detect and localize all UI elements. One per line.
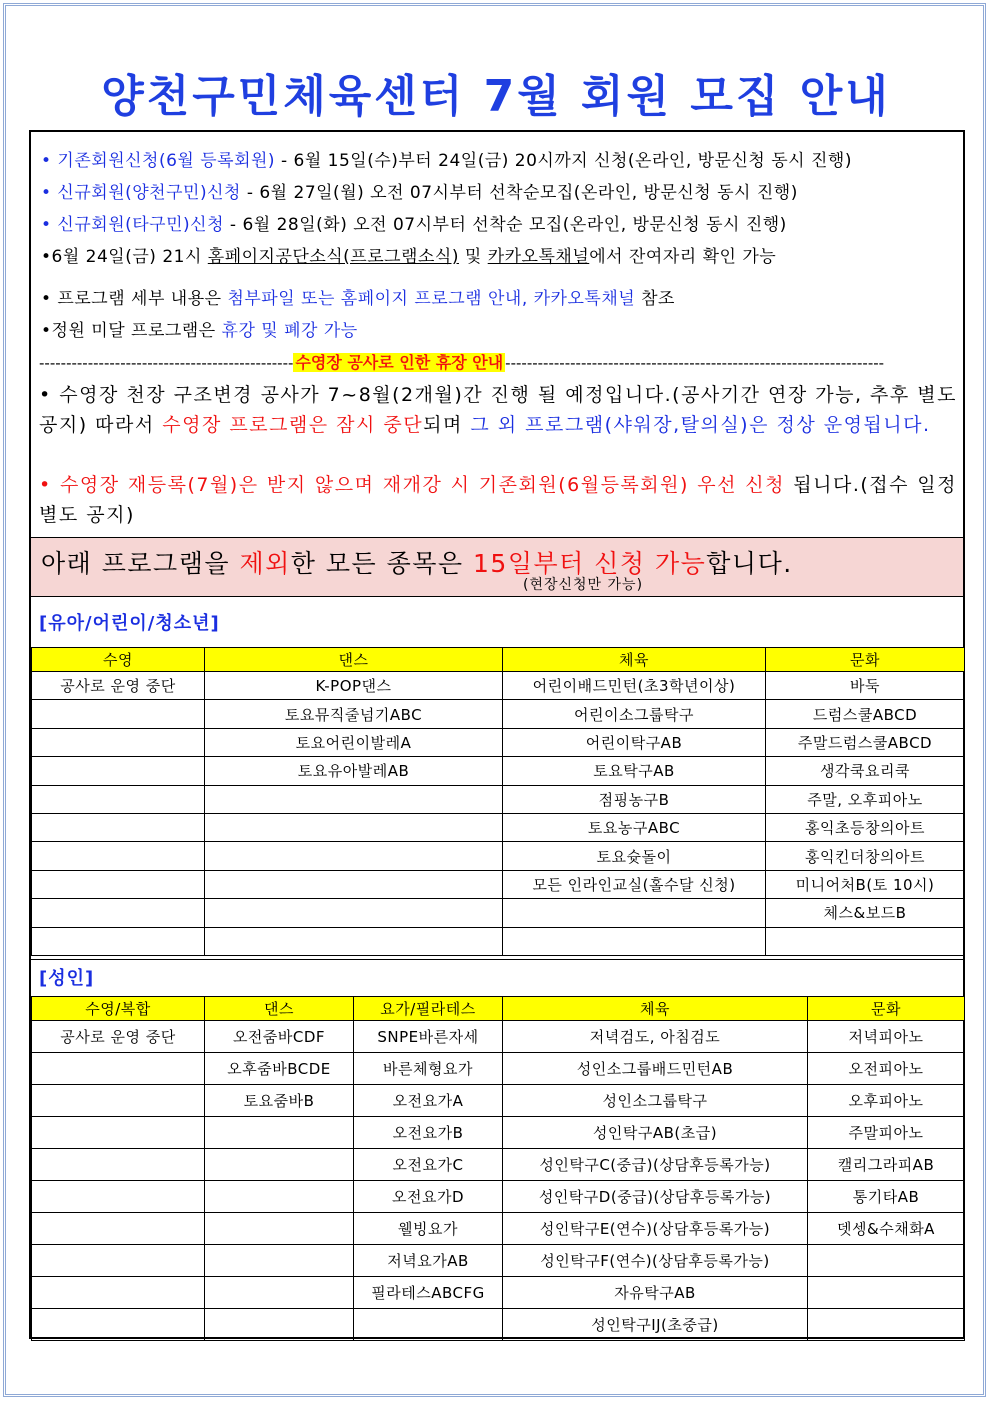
table-cell	[205, 899, 503, 927]
table-cell	[808, 1309, 965, 1341]
table-cell	[808, 1277, 965, 1309]
table-cell	[205, 1245, 354, 1277]
table-row	[32, 1149, 965, 1181]
pool-notice-text: • 수영장 천장 구조변경 공사가 7~8월(2개월)간 진행 될 예정입니다.(공사기간 연장 가능, 추후 별도 공지) 따라서	[39, 384, 957, 436]
banner-text-3: 한 모든 종목은	[290, 549, 474, 578]
table-cell	[32, 1245, 205, 1277]
table-cell	[32, 927, 205, 955]
apply-banner-main	[41, 544, 793, 580]
youth-program-table	[31, 647, 965, 956]
banner-exclude: 제외	[239, 549, 291, 578]
table-cell	[503, 927, 766, 955]
column-header: 체육	[503, 648, 766, 672]
table-cell: 웰빙요가	[354, 1213, 503, 1245]
table-row	[32, 1181, 965, 1213]
table-row	[32, 1085, 965, 1117]
table-cell	[32, 1117, 205, 1149]
table-cell: 토요줌바B	[205, 1085, 354, 1117]
notice-new-other-label: • 신규회원(타구민)신청	[41, 215, 224, 235]
table-cell	[32, 1309, 205, 1341]
table-cell: 미니어처B(토 10시)	[766, 870, 965, 898]
adult-section-title: [성인]	[39, 968, 95, 989]
table-cell: 성인탁구AB(초급)	[503, 1117, 808, 1149]
table-row	[32, 1053, 965, 1085]
table-cell	[32, 1181, 205, 1213]
youth-section-title: [유아/어린이/청소년]	[39, 613, 220, 634]
table-cell: 토요농구ABC	[503, 813, 766, 841]
pool-closure-divider	[39, 350, 957, 373]
page-title: 양천구민체육센터 7월 회원 모집 안내	[101, 71, 891, 122]
table-row	[32, 813, 965, 841]
banner-text-1: 아래 프로그램을	[41, 549, 240, 578]
table-row	[32, 1277, 965, 1309]
table-cell: 성인탁구D(중급)(상담후등록가능)	[503, 1181, 808, 1213]
table-row	[32, 728, 965, 756]
remaining-mid: 및	[458, 247, 488, 267]
table-cell	[205, 1309, 354, 1341]
banner-date: 15일부터 신청 가능	[473, 549, 707, 578]
table-cell	[32, 1053, 205, 1085]
table-cell: 어린이탁구AB	[503, 728, 766, 756]
table-cell: 모든 인라인교실(홀수달 신청)	[503, 870, 766, 898]
notice-new-local-text: - 6월 27일(월) 오전 07시부터 선착순모집(온라인, 방문신청 동시 진행)	[240, 183, 798, 203]
table-cell	[32, 1085, 205, 1117]
column-header: 댄스	[205, 648, 503, 672]
table-cell	[205, 1213, 354, 1245]
table-row	[32, 1309, 965, 1341]
table-cell: 오전줌바CDF	[205, 1021, 354, 1053]
table-cell: 주말, 오후피아노	[766, 785, 965, 813]
table-cell: 캘리그라피AB	[808, 1149, 965, 1181]
remaining-prefix: •6월 24일(금) 21시	[41, 247, 208, 267]
table-row	[32, 785, 965, 813]
table-row	[32, 899, 965, 927]
table-row	[32, 1245, 965, 1277]
pool-normal-ops-text: 그 외 프로그램(샤워장,탈의실)은 정상 운영됩니다.	[470, 414, 931, 436]
table-cell	[32, 757, 205, 785]
table-cell	[32, 842, 205, 870]
notice-existing-members	[41, 146, 852, 171]
table-row	[32, 1117, 965, 1149]
column-header: 요가/필라테스	[354, 997, 503, 1021]
table-cell: 바둑	[766, 672, 965, 700]
table-cell: 주말드럼스쿨ABCD	[766, 728, 965, 756]
table-cell: 토요뮤직줄넘기ABC	[205, 700, 503, 728]
column-header: 댄스	[205, 997, 354, 1021]
table-cell: 오전요가B	[354, 1117, 503, 1149]
column-header: 문화	[808, 997, 965, 1021]
table-cell: 체스&보드B	[766, 899, 965, 927]
apply-banner-sub: (현장신청만 가능)	[523, 577, 644, 593]
table-cell: SNPE바른자세	[354, 1021, 503, 1053]
notice-program-details	[41, 284, 675, 309]
pool-reregistration-text: • 수영장 재등록(7월)은 받지 않으며 재개강 시 기존회원(6월등록회원) 우선 신청	[39, 474, 785, 496]
details-highlight: 첨부파일 또는 홈페이지 프로그램 안내, 카카오톡채널	[227, 289, 636, 309]
table-cell: 어린이소그룹탁구	[503, 700, 766, 728]
table-cell: 오전요가A	[354, 1085, 503, 1117]
pool-notice-paragraph-1	[39, 380, 957, 440]
notice-existing-label: • 기존회원신청(6월 등록회원)	[41, 151, 276, 171]
table-cell	[205, 1277, 354, 1309]
table-cell: 드럼스쿨ABCD	[766, 700, 965, 728]
table-cell: 오후줌바BCDE	[205, 1053, 354, 1085]
column-header: 수영/복합	[32, 997, 205, 1021]
table-cell	[766, 927, 965, 955]
table-cell	[808, 1245, 965, 1277]
table-cell: 성인탁구E(연수)(상담후등록가능)	[503, 1213, 808, 1245]
table-cell: K-POP댄스	[205, 672, 503, 700]
table-cell	[205, 870, 503, 898]
adult-program-table	[31, 996, 965, 1341]
table-cell	[32, 899, 205, 927]
column-header: 수영	[32, 648, 205, 672]
table-cell: 오전요가D	[354, 1181, 503, 1213]
table-row	[32, 927, 965, 955]
divider-dashes-right: ----------------------------------------------------------------------	[505, 354, 885, 372]
table-cell	[32, 785, 205, 813]
section-separator	[31, 959, 963, 960]
content-box	[29, 130, 965, 1339]
table-cell: 토요어린이발레A	[205, 728, 503, 756]
column-header: 문화	[766, 648, 965, 672]
table-cell: 뎃셍&수채화A	[808, 1213, 965, 1245]
table-cell	[205, 842, 503, 870]
table-cell: 토요탁구AB	[503, 757, 766, 785]
notice-new-other	[41, 210, 787, 235]
table-cell: 성인탁구F(연수)(상담후등록가능)	[503, 1245, 808, 1277]
table-cell: 홍익킨더창의아트	[766, 842, 965, 870]
table-cell: 성인탁구C(중급)(상담후등록가능)	[503, 1149, 808, 1181]
table-cell	[354, 1309, 503, 1341]
table-cell: 홍익초등창의아트	[766, 813, 965, 841]
table-cell: 주말피아노	[808, 1117, 965, 1149]
table-cell	[205, 785, 503, 813]
table-cell	[32, 728, 205, 756]
details-prefix: • 프로그램 세부 내용은	[41, 289, 228, 309]
table-cell: 오후피아노	[808, 1085, 965, 1117]
table-cell: 바른체형요가	[354, 1053, 503, 1085]
table-cell	[503, 899, 766, 927]
table-cell: 저녁검도, 아침검도	[503, 1021, 808, 1053]
table-cell	[32, 1213, 205, 1245]
table-row	[32, 1213, 965, 1245]
table-cell: 생각쿡요리쿡	[766, 757, 965, 785]
table-cell: 토요슛돌이	[503, 842, 766, 870]
pool-suspended-text: 수영장 프로그램은 잠시 중단	[162, 414, 424, 436]
table-cell	[205, 1117, 354, 1149]
notice-new-local	[41, 178, 798, 203]
pool-notice-text-2: 되며	[423, 414, 471, 436]
table-cell	[32, 1277, 205, 1309]
table-cell: 통기타AB	[808, 1181, 965, 1213]
table-row	[32, 757, 965, 785]
table-cell: 어린이배드민턴(초3학년이상)	[503, 672, 766, 700]
table-cell	[32, 813, 205, 841]
table-cell: 오전피아노	[808, 1053, 965, 1085]
table-cell: 성인소그룹배드민턴AB	[503, 1053, 808, 1085]
table-cell	[32, 870, 205, 898]
notice-remaining-seats	[41, 242, 776, 267]
table-row	[32, 672, 965, 700]
table-cell: 점핑농구B	[503, 785, 766, 813]
table-cell: 공사로 운영 중단	[32, 1021, 205, 1053]
closure-highlight: 휴강 및 폐강 가능	[221, 321, 358, 341]
table-row	[32, 842, 965, 870]
table-cell: 필라테스ABCFG	[354, 1277, 503, 1309]
notice-new-local-label: • 신규회원(양천구민)신청	[41, 183, 241, 203]
table-cell: 저녁피아노	[808, 1021, 965, 1053]
table-cell	[205, 1149, 354, 1181]
apply-banner	[31, 537, 963, 597]
notice-closure	[41, 316, 358, 341]
divider-dashes-left: -----------------------------------------------	[39, 354, 294, 372]
table-cell: 성인탁구IJ(초중급)	[503, 1309, 808, 1341]
table-cell	[205, 927, 503, 955]
table-cell: 저녁요가AB	[354, 1245, 503, 1277]
notice-existing-text: - 6월 15일(수)부터 24일(금) 20시까지 신청(온라인, 방문신청 동시 진행)	[275, 151, 852, 171]
remaining-suffix: 에서 잔여자리 확인 가능	[589, 247, 777, 267]
notice-new-other-text: - 6월 28일(화) 오전 07시부터 선착순 모집(온라인, 방문신청 동시 진행)	[224, 215, 787, 235]
table-row	[32, 870, 965, 898]
pool-reregistration-suffix: 됩니다.(접수 일정 별도 공지)	[39, 474, 958, 526]
divider-label: 수영장 공사로 인한 휴장 안내	[295, 353, 504, 372]
details-suffix: 참조	[635, 289, 675, 309]
table-row	[32, 1021, 965, 1053]
table-cell: 토요유아발레AB	[205, 757, 503, 785]
table-cell	[205, 813, 503, 841]
table-cell: 성인소그룹탁구	[503, 1085, 808, 1117]
closure-prefix: •정원 미달 프로그램은	[41, 321, 222, 341]
banner-text-5: 합니다.	[706, 549, 793, 578]
table-cell	[205, 1181, 354, 1213]
homepage-news-link[interactable]: 홈페이지공단소식(프로그램소식)	[207, 247, 459, 267]
pool-notice-paragraph-2	[39, 470, 957, 530]
table-cell	[32, 700, 205, 728]
table-cell: 자유탁구AB	[503, 1277, 808, 1309]
table-cell: 공사로 운영 중단	[32, 672, 205, 700]
kakao-channel-link[interactable]: 카카오톡채널	[487, 247, 590, 267]
table-cell: 오전요가C	[354, 1149, 503, 1181]
table-cell	[32, 1149, 205, 1181]
table-row	[32, 700, 965, 728]
column-header: 체육	[503, 997, 808, 1021]
